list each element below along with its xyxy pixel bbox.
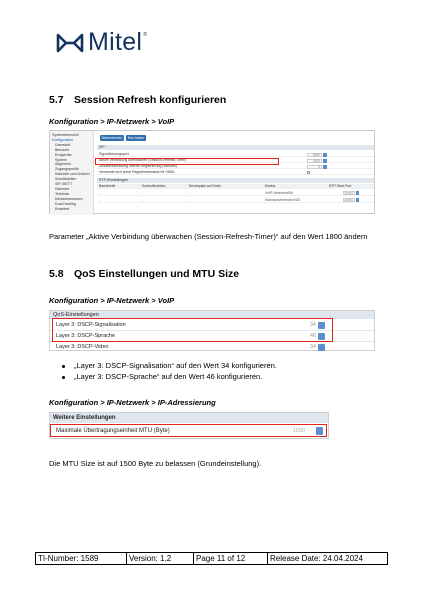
table-cell: - [142,191,144,195]
column-header: Bandbreite [99,184,116,188]
setting-label: Aktive Verbindung überwachen (Session-Refresh-Timer) [99,158,187,162]
setting-value: 5060 [307,153,322,157]
sidebar-item: SIP-SIETT [55,182,73,187]
qos-label: Layer 3: DSCP-Video [56,344,109,350]
section-number: 5.8 [49,268,64,280]
stepper-icon [356,198,359,202]
sidebar-item: Benutzer [55,147,70,152]
setting-label: Signalisierungsport [99,152,129,156]
page-number: Page 11 of 12 [194,553,268,564]
sidebar-item: Schnittstellen [55,177,77,182]
setting-label: Zeitüberschreitung interne Registrierung (Minuten) [99,164,178,168]
version: Version: 1.2 [127,553,194,564]
sidebar-item: Allgemein [55,162,71,167]
document-footer [35,552,388,565]
table-cell: VoIP-Netzwerk/BA [265,191,293,195]
sip-section-header: SIP [97,145,374,150]
column-header: Kontrollfunktion [142,184,166,188]
navigation-path: Konfiguration > IP-Netzwerk > IP-Adressierung [49,398,216,407]
sidebar-item: Dual Homing [55,201,76,206]
reload-button: Neu laden [127,136,145,140]
rtp-table-header [97,184,374,189]
qos-value: 34 [309,344,316,350]
table-row [97,197,374,203]
sidebar-item: Erweitert [55,206,70,211]
voip-settings-screenshot [49,130,375,214]
ti-number: TI-Number: 1589 [36,553,127,564]
section-title: QoS Einstellungen und MTU Size [74,268,240,280]
sidebar-item: Systemübersicht [52,133,79,137]
sidebar-item: Endgeräte [55,152,72,157]
highlight-box [52,318,333,342]
section-heading-5-8 [49,268,239,280]
setting-label: Verwende sich sonst Registrierbestand für SIMG [99,170,175,174]
highlight-box [95,158,279,165]
mtu-paragraph: Die MTU Size ist auf 1500 Byte zu belassen (Grundeinstellung). [49,459,262,468]
table-cell: - [99,198,101,202]
stepper-icon [318,344,325,351]
instruction-paragraph: Parameter „Aktive Verbindung überwachen (Session-Refresh-Timer)“ auf den Wert 1800 ändern [49,232,368,241]
setting-row [97,170,374,175]
section-title: Session Refresh konfigurieren [74,94,227,106]
qos-label: Layer 3: DSCP-Signalisation [56,322,126,328]
mitel-logo-text: Mitel [88,28,143,56]
qos-row [50,342,374,353]
mitel-logo [56,28,147,57]
stepper-icon [356,191,359,195]
qos-value: 34 [309,322,316,328]
table-row [97,190,374,196]
sidebar-item: Kalender und Notizen [55,172,90,177]
mtu-value: 1500 [292,428,305,434]
navigation-path: Konfiguration > IP-Netzwerk > VoIP [49,296,175,305]
sidebar-item: Kalender [55,186,70,191]
bullet-item: „Layer 3: DSCP-Signalisation“ auf den Wert 34 konfigurieren. [62,361,277,372]
mitel-logo-icon [56,33,84,53]
bullet-item: „Layer 3: DSCP-Sprache“ auf den Wert 46 konfigurieren. [62,372,277,383]
navigation-path: Konfiguration > IP-Netzwerk > VoIP [49,117,175,126]
stepper-icon [323,165,327,169]
mtu-header: Weitere Einstellungen [50,413,328,423]
table-cell: 40000 [344,191,353,195]
table-cell: Standardverbinder/VAS [265,198,301,202]
sidebar-item: Zugangsprofile [55,167,79,172]
stepper-icon [323,159,327,163]
setting-checkbox [307,171,310,174]
bullet-list [62,361,277,382]
highlight-box [50,424,327,437]
table-cell: - [189,191,191,195]
sidebar-item: Telefonie [55,191,70,196]
sidebar-item: System [55,157,67,162]
screenshot-sidebar [50,131,94,215]
column-header: Modus [265,184,276,188]
apply-button: Übernehmen [101,136,123,140]
setting-value: 1800 [307,159,322,163]
release-date: Release Date: 24.04.2024 [270,554,363,563]
setting-value: 5 [307,165,322,169]
sidebar-item: Konfiguration [52,137,74,142]
table-cell: - [189,198,191,202]
section-heading-5-7 [49,94,226,106]
table-cell: 40000 [344,198,353,202]
section-number: 5.7 [49,94,64,106]
column-header: Sendeplatz auf Karte [189,184,221,188]
qos-header: QoS-Einstellungen [50,311,374,319]
column-header: RTP-Start-Port [329,184,352,188]
screenshot-main [96,131,374,215]
rtp-section-header: RTP-Einstellungen [97,178,374,183]
qos-value: 46 [309,333,316,339]
sidebar-item: Übersicht [55,142,71,147]
table-cell: - [99,191,101,195]
table-cell: - [142,198,144,202]
sidebar-item: Mediaressourcen [55,196,83,201]
stepper-icon [323,153,327,157]
mtu-label: Maximale Übertragungseinheit MTU (Byte) [56,428,170,434]
qos-label: Layer 3: DSCP-Sprache [56,333,115,339]
setting-row [97,152,374,157]
trademark-symbol: ® [143,32,147,38]
